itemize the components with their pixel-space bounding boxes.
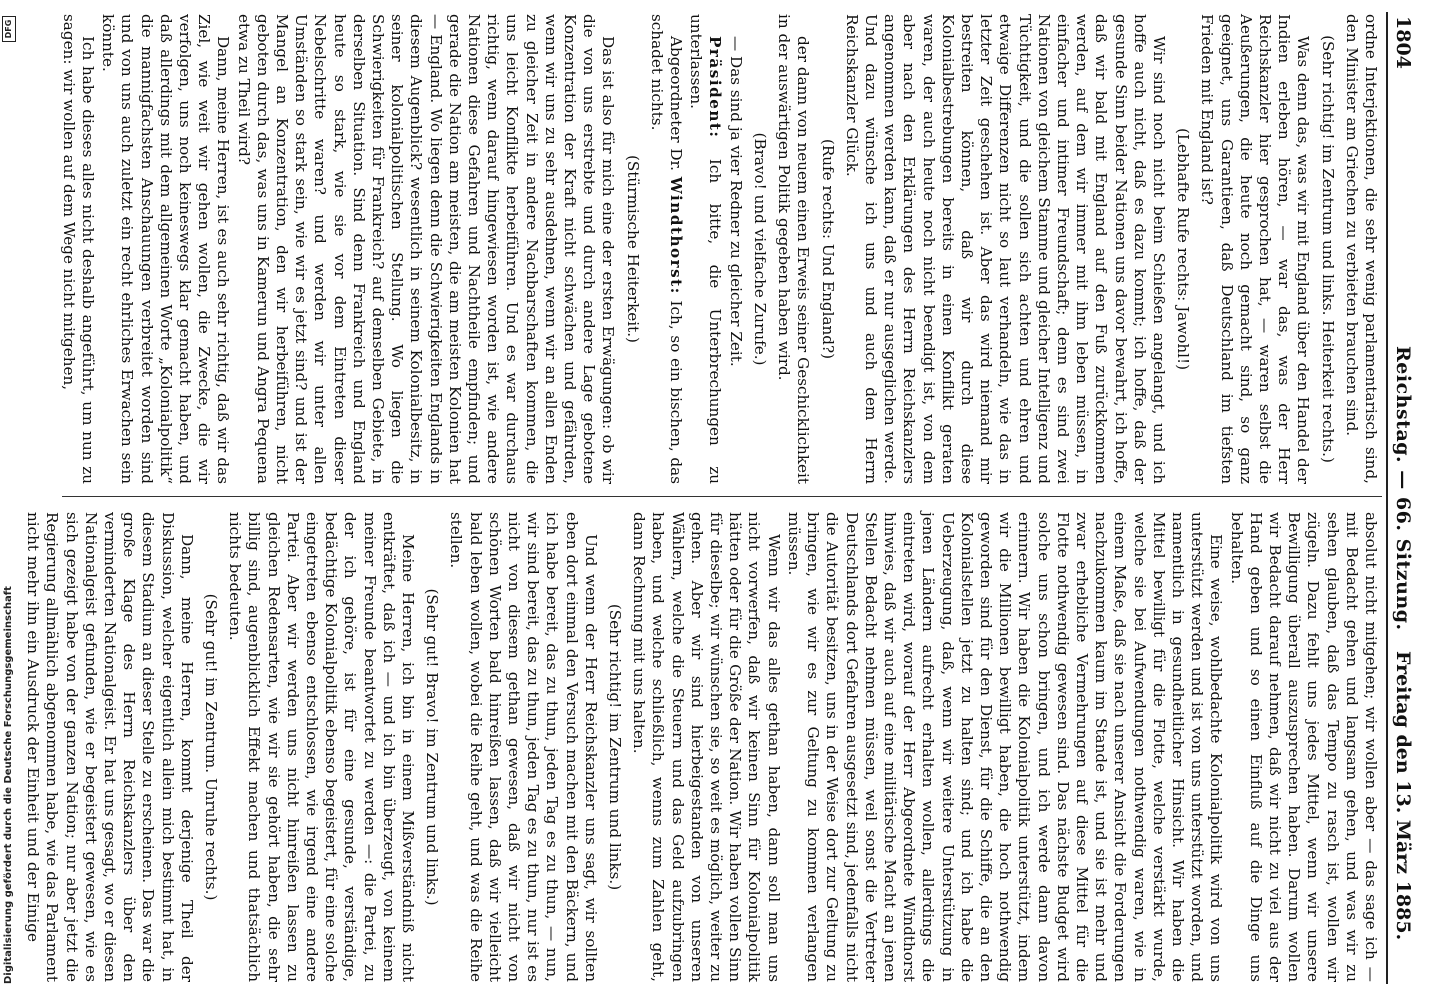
session-date: Freitag den 13. März 1885. bbox=[1392, 651, 1414, 941]
left-column bbox=[60, 14, 1380, 484]
speaker-name: Windthorst: bbox=[667, 176, 686, 295]
body-paragraph: Abgeordneter Dr. Windthorst: Ich, so ein bischen, das schadet nichts. bbox=[647, 14, 686, 484]
body-paragraph: Was denn das, was wir mit England über den Handel der Indien erleben hören, — war das, was der Herr Reichskanzler hier gesprochen hat, — waren selbst die Aeußerungen, die heute noch gemacht sind, so ganz geeignet, uns Garantieen, daß Deutschland im tiefsten Frieden mit England ist? bbox=[1198, 14, 1313, 484]
right-column bbox=[24, 512, 1380, 982]
credit-text: Digitalisierung gefördert durch die Deutsche Forschungsgemeinschaft bbox=[3, 586, 14, 984]
dfg-logo: DFG bbox=[2, 16, 16, 42]
header-rule bbox=[1386, 12, 1388, 984]
page-header bbox=[1390, 16, 1414, 984]
column-divider bbox=[62, 496, 1382, 497]
interjection-paragraph: (Sehr gut! im Zentrum. Unruhe rechts.) bbox=[202, 593, 221, 901]
body-paragraph: der dann von neuem einen Erweis seiner Geschicklichkeit in der auswärtigen Politik gegeben haben wird. bbox=[775, 14, 813, 484]
page-number: 1804 bbox=[1392, 16, 1414, 69]
rotated-newspaper-page bbox=[24, 0, 1420, 1000]
interjection-paragraph: (Sehr richtig! im Zentrum und links. Heiterkeit rechts.) bbox=[1318, 35, 1337, 463]
body-paragraph: Eine weise, wohlbedachte Kolonialpolitik wird von uns unterstützt werden und ist von uns unterstützt worden, und namentlich in gesundheitlicher Hinsicht. Wir haben die Mittel bewilligt für die Flotte, welche verstärkt wurde, welche sie bei Aufwendungen nothwendig waren, wie in einem Maße, daß sie nach unserer Ansicht die Forderungen nachzukommen kaum im Stande ist, und sie ist mehr und zwar erhebliche Vermehrungen auf diese Mittel für die Flotte nothwendig gewesen sind. Das nächste Budget wird solche uns schon bringen, und ich werde dann davon erinnern. Wir haben die Kolonialpolitik unterstützt, indem wir die Millionen bewilligt haben, die hoch nothwendig geworden sind für den Dienst, für die Schiffe, die an den Kolonialstellen jetzt zu halten sind; und ich habe die Ueberzeugung, daß, wenn wir weitere Unterstützung in jenen Ländern aufrecht erhalten wollen, allerdings die eintreten wird, worauf der Herr Abgeordnete Windthorst hinwies, daß wir auch auf eine militärische Macht an jenen Stellen Bedacht nehmen müssen, weil sonst die Vertreter Deutschlands dort Gefahren ausgesetzt sind, jedenfalls nicht die Autorität besitzen, uns in der Weise dort zur Geltung zu bringen, wie wir es zur Geltung zu kommen verlangen müssen. bbox=[784, 512, 1226, 982]
interjection-paragraph: (Stürmische Heiterkeit.) bbox=[623, 155, 642, 343]
body-paragraph: Ich habe dieses alles nicht deshalb angeführt, um nun zu sagen: wir wollen auf dem Wege nicht mitgehen, bbox=[59, 14, 97, 484]
body-paragraph: Meine Herren, ich bin in einem Mißverständniß nicht entkräftet, daß ich — und ich bin überzeugt, von keinem meiner Freunde beantwortet zu werden —: die Partei, zu der ich gehöre, ist für eine gesunde, verständige, bedächtige Kolonialpolitik ebenso begeistert, für eine solche eingetreten ebenso entschlossen, wie irgend eine andere Partei. Aber wir werden uns nicht hinreißen lassen zu gleichen Redensarten, wie wir sie gehört haben, die sehr billig sind, augenblicklich Effekt machen und thatsächlich nichts bedeuten. bbox=[226, 512, 418, 982]
interjection-paragraph: (Lebhafte Rufe rechts: Jawohl!) bbox=[1174, 127, 1193, 371]
body-paragraph: Dann, meine Herren, kommt derjenige Theil der Diskussion, welcher eigentlich allein mich bestimmt hat, in diesem Stadium an dieser Stelle zu erscheinen. Das war die große Klage des Herrn Reichskanzlers über den verminderten Nationalgeist. Er hat uns gesagt, wo er diesen Nationalgeist gefunden, wie er begeistert gewesen, wie es sich gezeigt habe von der ganzen Nation; nur aber jetzt die Regierung allmählich abgenommen habe, wie das Parlament nicht mehr ihn ein Ausdruck der Einheit und der Einige bbox=[24, 512, 196, 982]
body-paragraph: Präsident: Ich bitte, die Unterbrechungen zu unterlassen. bbox=[687, 14, 725, 484]
body-paragraph: Dann, meine Herren, ist es auch sehr richtig, daß wir das Ziel, wie weit wir gehen wollen, die Zwecke, die wir verfolgen, uns noch keineswegs klar gemacht haben, und daß allerdings mit dem allgemeinen Worte „Kolonialpolitik“ die mannigfachsten Anschauungen verbreitet worden sind und von uns auch zuletzt ein recht ehrliches Erwachen sein könnte. bbox=[99, 14, 233, 484]
digitization-credit bbox=[0, 0, 18, 1000]
interjection-paragraph: (Rufe rechts: Und England?) bbox=[818, 138, 837, 360]
body-paragraph: ordne Interjektionen, die sehr wenig parlamentarisch sind, den Minister am Griechen zu verbieten brauchen sind. bbox=[1342, 14, 1380, 484]
interjection-paragraph: (Sehr richtig! im Zentrum und links.) bbox=[606, 603, 625, 891]
body-paragraph: Wenn wir das alles gethan haben, dann soll man uns nicht vorwerfen, daß wir keinen Sinn für Kolonialpolitik hätten oder für die Größe der Nation. Wir haben vollen Sinn für dieselbe; wir wünschen sie, so weit es möglich, weiter zu gehen. Aber wir sind hierbeigestanden von unseren Wählern, welche die Steuern und das Geld aufzubringen haben, und welche schließlich, wenns zum Zahlen geht, dann Rechnung mit uns halten. bbox=[630, 512, 783, 982]
session-title: Reichstag. — 66. Sitzung. bbox=[1392, 346, 1414, 631]
speaker-name: Präsident: bbox=[706, 36, 725, 139]
interjection-paragraph: (Sehr gut! Bravo! im Zentrum und links.) bbox=[423, 588, 442, 906]
body-paragraph: Wir sind noch nicht beim Schießen angelangt, und ich hoffe auch nicht, daß es dazu kommt; ich hoffe, daß der gesunde Sinn beider Nationen uns davor bewahrt, ich hoffe, daß wir bald mit England auf den Fuß zurückkommen werden, auf dem wir immer mit ihm leben müssen, in einfacher und intimer Freundschaft; denn es sind zwei Nationen von gleichem Stamme und gleicher Intelligenz und Tüchtigkeit, und die sollen sich achten und ehren und etwaige Differenzen nicht so laut verhandeln, wie das in letzter Zeit geschehen ist. Aber das wird niemand mir bestreiten können, daß wir durch diese Kolonialbestrebungen bereits in einen Konflikt geraten waren, der auch heute noch nicht beendigt ist, von dem aber nach den Erklärungen des Herrn Reichskanzlers angenommen werden kann, daß er nur ausgeglichen werde. Und dazu wünsche ich uns und auch dem Herrn Reichskanzler Glück. bbox=[842, 14, 1168, 484]
body-paragraph: absolut nicht mitgehen; wir wollen aber — das sage ich — mit Bedacht gehen und langsam gehen, und was wir zu sehen glauben, daß das Tempo zu rasch ist, wollen wir zügeln. Dazu fehlt uns jedes Mittel, wenn wir unsere Bewilligung überall auszusprechen haben. Darum wollen wir Bedacht darauf nehmen, daß wir nicht zu viel aus der Hand geben und so einen Einfluß auf die Dinge uns behalten. bbox=[1227, 512, 1380, 982]
body-paragraph: Und wenn der Herr Reichskanzler uns sagt, wir sollten eben dort einmal den Versuch machen mit den Bäckern, und ich habe bereit, das zu thun, jeden Tag es zu thun, — nun, wir sind bereit, das zu thun, jeden Tag es zu thun, nur ist es nicht von diesem gethan gewesen, daß wir nicht von schönen Worten bald hinreißen lassen, daß wir vielleicht bald leben wollen, wobei die Reihe geht, und was die Reihe stellen. bbox=[447, 512, 600, 982]
interjection-paragraph: (Bravo! und vielfache Zurufe.) bbox=[750, 132, 769, 366]
body-paragraph: — Das sind ja vier Redner zu gleicher Zeit. bbox=[726, 36, 745, 367]
body-paragraph: Das ist also für mich eine der ersten Erwägungen: ob wir die von uns erstrebte und durch andere Lage gebotene Konzentration der Kraft nicht schwächen und gefährden, wenn wir uns zu sehr ausdehnen, wenn wir an allen Enden zu gleicher Zeit in andere Nachbarschaften kommen, die uns leicht Konflikte herbeiführen. Und es war durchaus richtig, wenn darauf hingewiesen worden ist, wie andere Nationen diese Gefahren und Nachtheile empfinden; und gerade die Nation am meisten, die am meisten Kolonien hat — England. Wo liegen denn die Schwierigkeiten Englands in diesem Augenblick? wesentlich in seinem Kolonialbesitz, in seiner kolonialpolitischen Stellung. Wo liegen die Schwierigkeiten für Frankreich? auf demselben Gebiete, in derselben Situation. Sind denn Frankreich und England heute so stark, wie sie vor dem Eintreten dieser Nebelschritte waren? und werden wir unter allen Umständen so stark sein, wie wir es jetzt sind? und ist der Mangel an Konzentration, den wir herbeiführen, nicht geboten durch das, was uns in Kamerun und Angra Pequena etwa zu Theil wird? bbox=[234, 14, 618, 484]
